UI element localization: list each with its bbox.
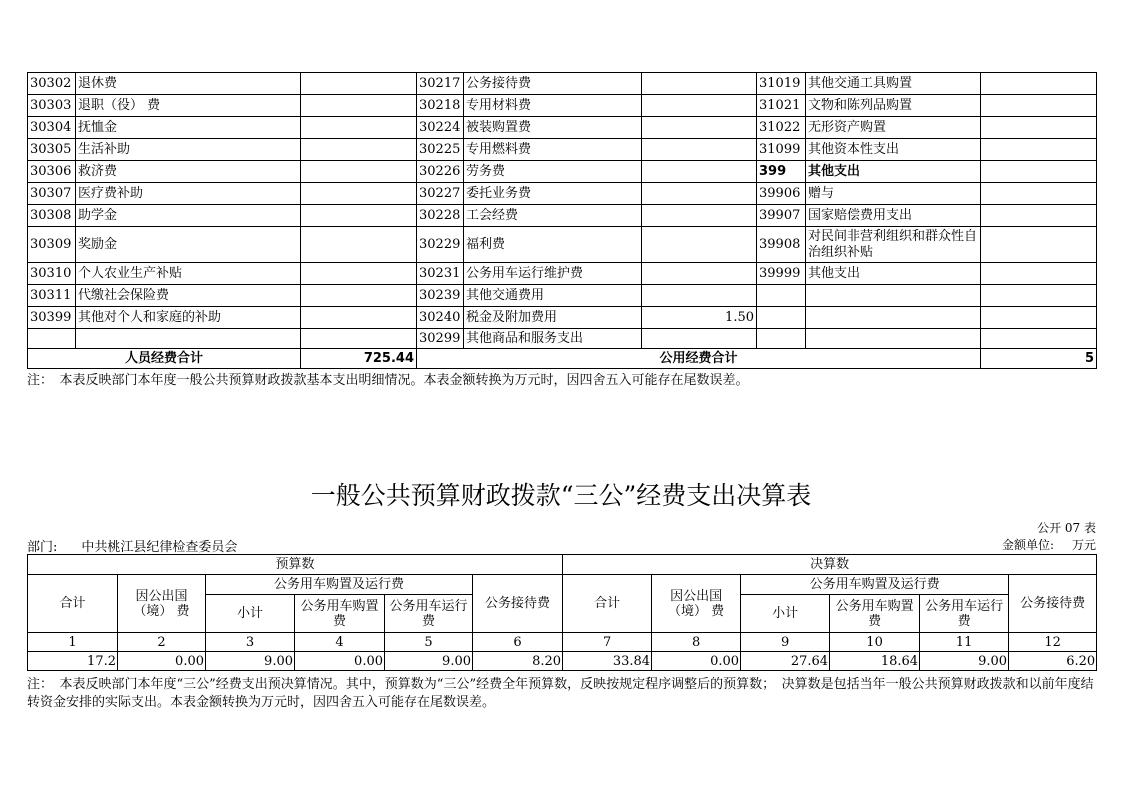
detail-code-cell: 399 <box>757 161 806 183</box>
detail-name-cell: 专用材料费 <box>464 95 642 117</box>
detail-amount-cell <box>301 285 417 307</box>
amount-cell: 9.00 <box>385 652 473 671</box>
detail-amount-cell <box>301 329 417 349</box>
detail-amount-cell <box>301 161 417 183</box>
detail-amount-cell <box>981 73 1097 95</box>
detail-name-cell: 专用燃料费 <box>464 139 642 161</box>
detail-name-cell <box>806 285 981 307</box>
detail-name-cell: 其他商品和服务支出 <box>464 329 642 349</box>
budget-operation-header: 公务用车运行费 <box>385 595 473 633</box>
detail-code-cell: 39906 <box>757 183 806 205</box>
detail-amount-cell <box>981 329 1097 349</box>
detail-code-cell: 30239 <box>417 285 464 307</box>
detail-name-cell: 其他资本性支出 <box>806 139 981 161</box>
detail-row <box>28 183 1097 205</box>
detail-row <box>28 263 1097 285</box>
page-title: 一般公共预算财政拨款“三公”经费支出决算表 <box>310 481 812 510</box>
value-row <box>28 652 1097 671</box>
final-total-header: 合计 <box>563 575 652 633</box>
column-number-row <box>28 633 1097 652</box>
detail-name-cell: 其他交通费用 <box>464 285 642 307</box>
detail-code-cell: 30308 <box>28 205 76 227</box>
detail-code-cell: 31099 <box>757 139 806 161</box>
detail-amount-cell <box>981 139 1097 161</box>
detail-row <box>28 161 1097 183</box>
final-subtotal-header: 小计 <box>741 595 830 633</box>
department-label: 部门: <box>27 540 58 555</box>
detail-row <box>28 95 1097 117</box>
detail-row <box>28 329 1097 349</box>
detail-amount-cell <box>642 329 757 349</box>
detail-name-cell: 退职（役） 费 <box>76 95 301 117</box>
final-header: 决算数 <box>563 555 1097 575</box>
unit-value: 万元 <box>1071 538 1096 552</box>
amount-cell: 8.20 <box>473 652 563 671</box>
detail-amount-cell <box>642 117 757 139</box>
column-number-cell: 11 <box>920 633 1009 652</box>
detail-code-cell: 30309 <box>28 227 76 263</box>
detail-name-cell: 救济费 <box>76 161 301 183</box>
column-number-cell: 2 <box>118 633 206 652</box>
detail-code-cell: 39999 <box>757 263 806 285</box>
detail-name-cell: 奖励金 <box>76 227 301 263</box>
detail-name-cell: 对民间非营利组织和群众性自治组织补贴 <box>806 227 981 263</box>
detail-row <box>28 139 1097 161</box>
budget-vehicle-header: 公务用车购置及运行费 <box>206 575 473 595</box>
detail-amount-cell <box>981 161 1097 183</box>
detail-name-cell: 其他支出 <box>806 263 981 285</box>
detail-amount-cell <box>981 263 1097 285</box>
detail-row <box>28 285 1097 307</box>
final-abroad-header: 因公出国（境） 费 <box>652 575 741 633</box>
detail-code-cell: 30229 <box>417 227 464 263</box>
detail-amount-cell <box>301 73 417 95</box>
detail-amount-cell <box>642 205 757 227</box>
detail-row <box>28 205 1097 227</box>
three-public-expenses-table <box>27 554 1097 671</box>
detail-name-cell: 个人农业生产补贴 <box>76 263 301 285</box>
detail-code-cell: 30299 <box>417 329 464 349</box>
basic-expenditure-detail-table <box>27 72 1097 369</box>
detail-amount-cell <box>642 263 757 285</box>
detail-amount-cell <box>301 307 417 329</box>
detail-code-cell: 30399 <box>28 307 76 329</box>
amount-cell: 33.84 <box>563 652 652 671</box>
detail-name-cell: 国家赔偿费用支出 <box>806 205 981 227</box>
detail-code-cell: 30225 <box>417 139 464 161</box>
public-total-label: 公用经费合计 <box>417 349 981 369</box>
amount-cell: 0.00 <box>295 652 385 671</box>
detail-name-cell: 税金及附加费用 <box>464 307 642 329</box>
detail-name-cell: 工会经费 <box>464 205 642 227</box>
detail-code-cell: 31021 <box>757 95 806 117</box>
detail-name-cell: 劳务费 <box>464 161 642 183</box>
totals-row <box>28 349 1097 369</box>
detail-amount-cell <box>981 285 1097 307</box>
amount-cell: 0.00 <box>118 652 206 671</box>
detail-code-cell <box>757 329 806 349</box>
budget-subtotal-header: 小计 <box>206 595 295 633</box>
column-number-cell: 8 <box>652 633 741 652</box>
final-operation-header: 公务用车运行费 <box>920 595 1009 633</box>
personnel-total-label: 人员经费合计 <box>28 349 301 369</box>
detail-name-cell: 公务用车运行维护费 <box>464 263 642 285</box>
detail-amount-cell <box>642 139 757 161</box>
detail-name-cell <box>806 329 981 349</box>
detail-code-cell: 30303 <box>28 95 76 117</box>
budget-purchase-header: 公务用车购置费 <box>295 595 385 633</box>
personnel-total-value: 725.44 <box>301 349 417 369</box>
three-public-note: 注： 本表反映部门本年度“三公”经费支出预决算情况。其中，预算数为“三公”经费全年预算数，反映按规定程序调整后的预算数； 决算数是包括当年一般公共预算财政拨款和以前年度结转资金安排的实际支出。本表金额转换为万元时，因四舍五入可能存在尾数误差。 <box>27 677 1094 710</box>
detail-code-cell: 30228 <box>417 205 464 227</box>
unit-label: 金额单位: <box>1001 538 1054 552</box>
detail-amount-cell <box>301 205 417 227</box>
detail-table-note: 注： 本表反映部门本年度一般公共预算财政拨款基本支出明细情况。本表金额转换为万元时，因四舍五入可能存在尾数误差。 <box>27 373 749 388</box>
detail-code-cell: 31019 <box>757 73 806 95</box>
detail-amount-cell: 1.50 <box>642 307 757 329</box>
final-purchase-header: 公务用车购置费 <box>830 595 920 633</box>
detail-name-cell: 生活补助 <box>76 139 301 161</box>
detail-name-cell: 医疗费补助 <box>76 183 301 205</box>
detail-amount-cell <box>642 285 757 307</box>
detail-code-cell: 30227 <box>417 183 464 205</box>
detail-name-cell: 助学金 <box>76 205 301 227</box>
detail-amount-cell <box>981 307 1097 329</box>
detail-code-cell: 30306 <box>28 161 76 183</box>
detail-amount-cell <box>642 227 757 263</box>
detail-row <box>28 227 1097 263</box>
detail-name-cell: 抚恤金 <box>76 117 301 139</box>
detail-name-cell: 公务接待费 <box>464 73 642 95</box>
detail-code-cell: 30311 <box>28 285 76 307</box>
unit-line <box>1002 536 1096 553</box>
detail-code-cell: 39908 <box>757 227 806 263</box>
detail-amount-cell <box>301 263 417 285</box>
detail-code-cell: 30224 <box>417 117 464 139</box>
detail-code-cell: 30304 <box>28 117 76 139</box>
budget-reception-header: 公务接待费 <box>473 575 563 633</box>
detail-amount-cell <box>301 95 417 117</box>
detail-code-cell <box>757 307 806 329</box>
detail-name-cell: 文物和陈列品购置 <box>806 95 981 117</box>
amount-cell: 9.00 <box>920 652 1009 671</box>
detail-name-cell: 其他支出 <box>806 161 981 183</box>
detail-code-cell: 31022 <box>757 117 806 139</box>
detail-code-cell: 30231 <box>417 263 464 285</box>
detail-amount-cell <box>981 117 1097 139</box>
detail-amount-cell <box>981 227 1097 263</box>
detail-code-cell: 30310 <box>28 263 76 285</box>
detail-name-cell: 委托业务费 <box>464 183 642 205</box>
final-reception-header: 公务接待费 <box>1009 575 1097 633</box>
column-number-cell: 5 <box>385 633 473 652</box>
column-number-cell: 1 <box>28 633 118 652</box>
detail-amount-cell <box>301 117 417 139</box>
detail-code-cell: 30305 <box>28 139 76 161</box>
column-number-cell: 3 <box>206 633 295 652</box>
detail-row <box>28 117 1097 139</box>
detail-code-cell: 30218 <box>417 95 464 117</box>
detail-name-cell: 被装购置费 <box>464 117 642 139</box>
department-name: 中共桃江县纪律检查委员会 <box>81 540 238 555</box>
column-number-cell: 7 <box>563 633 652 652</box>
detail-amount-cell <box>981 95 1097 117</box>
detail-name-cell: 福利费 <box>464 227 642 263</box>
detail-code-cell <box>28 329 76 349</box>
detail-amount-cell <box>642 95 757 117</box>
column-number-cell: 4 <box>295 633 385 652</box>
amount-cell: 6.20 <box>1009 652 1097 671</box>
column-number-cell: 10 <box>830 633 920 652</box>
detail-code-cell: 30217 <box>417 73 464 95</box>
budget-header: 预算数 <box>28 555 563 575</box>
amount-cell: 17.2 <box>28 652 118 671</box>
budget-abroad-header: 因公出国（境） 费 <box>118 575 206 633</box>
detail-name-cell <box>76 329 301 349</box>
detail-code-cell: 30307 <box>28 183 76 205</box>
public-total-value: 5 <box>981 349 1097 369</box>
detail-name-cell: 其他交通工具购置 <box>806 73 981 95</box>
detail-amount-cell <box>301 227 417 263</box>
amount-cell: 27.64 <box>741 652 830 671</box>
detail-name-cell: 其他对个人和家庭的补助 <box>76 307 301 329</box>
detail-code-cell: 30226 <box>417 161 464 183</box>
detail-row <box>28 73 1097 95</box>
amount-cell: 9.00 <box>206 652 295 671</box>
department-line <box>27 536 237 555</box>
detail-name-cell: 无形资产购置 <box>806 117 981 139</box>
amount-cell: 0.00 <box>652 652 741 671</box>
final-vehicle-header: 公务用车购置及运行费 <box>741 575 1009 595</box>
table-code: 公开 07 表 <box>1037 521 1096 535</box>
amount-cell: 18.64 <box>830 652 920 671</box>
detail-name-cell: 代缴社会保险费 <box>76 285 301 307</box>
detail-amount-cell <box>301 139 417 161</box>
detail-amount-cell <box>981 183 1097 205</box>
detail-code-cell <box>757 285 806 307</box>
column-number-cell: 6 <box>473 633 563 652</box>
detail-name-cell <box>806 307 981 329</box>
detail-amount-cell <box>642 73 757 95</box>
detail-code-cell: 30302 <box>28 73 76 95</box>
detail-amount-cell <box>981 205 1097 227</box>
detail-row <box>28 307 1097 329</box>
detail-amount-cell <box>301 183 417 205</box>
detail-name-cell: 退休费 <box>76 73 301 95</box>
budget-total-header: 合计 <box>28 575 118 633</box>
column-number-cell: 9 <box>741 633 830 652</box>
detail-name-cell: 赠与 <box>806 183 981 205</box>
detail-amount-cell <box>642 161 757 183</box>
detail-code-cell: 30240 <box>417 307 464 329</box>
detail-amount-cell <box>642 183 757 205</box>
column-number-cell: 12 <box>1009 633 1097 652</box>
detail-code-cell: 39907 <box>757 205 806 227</box>
